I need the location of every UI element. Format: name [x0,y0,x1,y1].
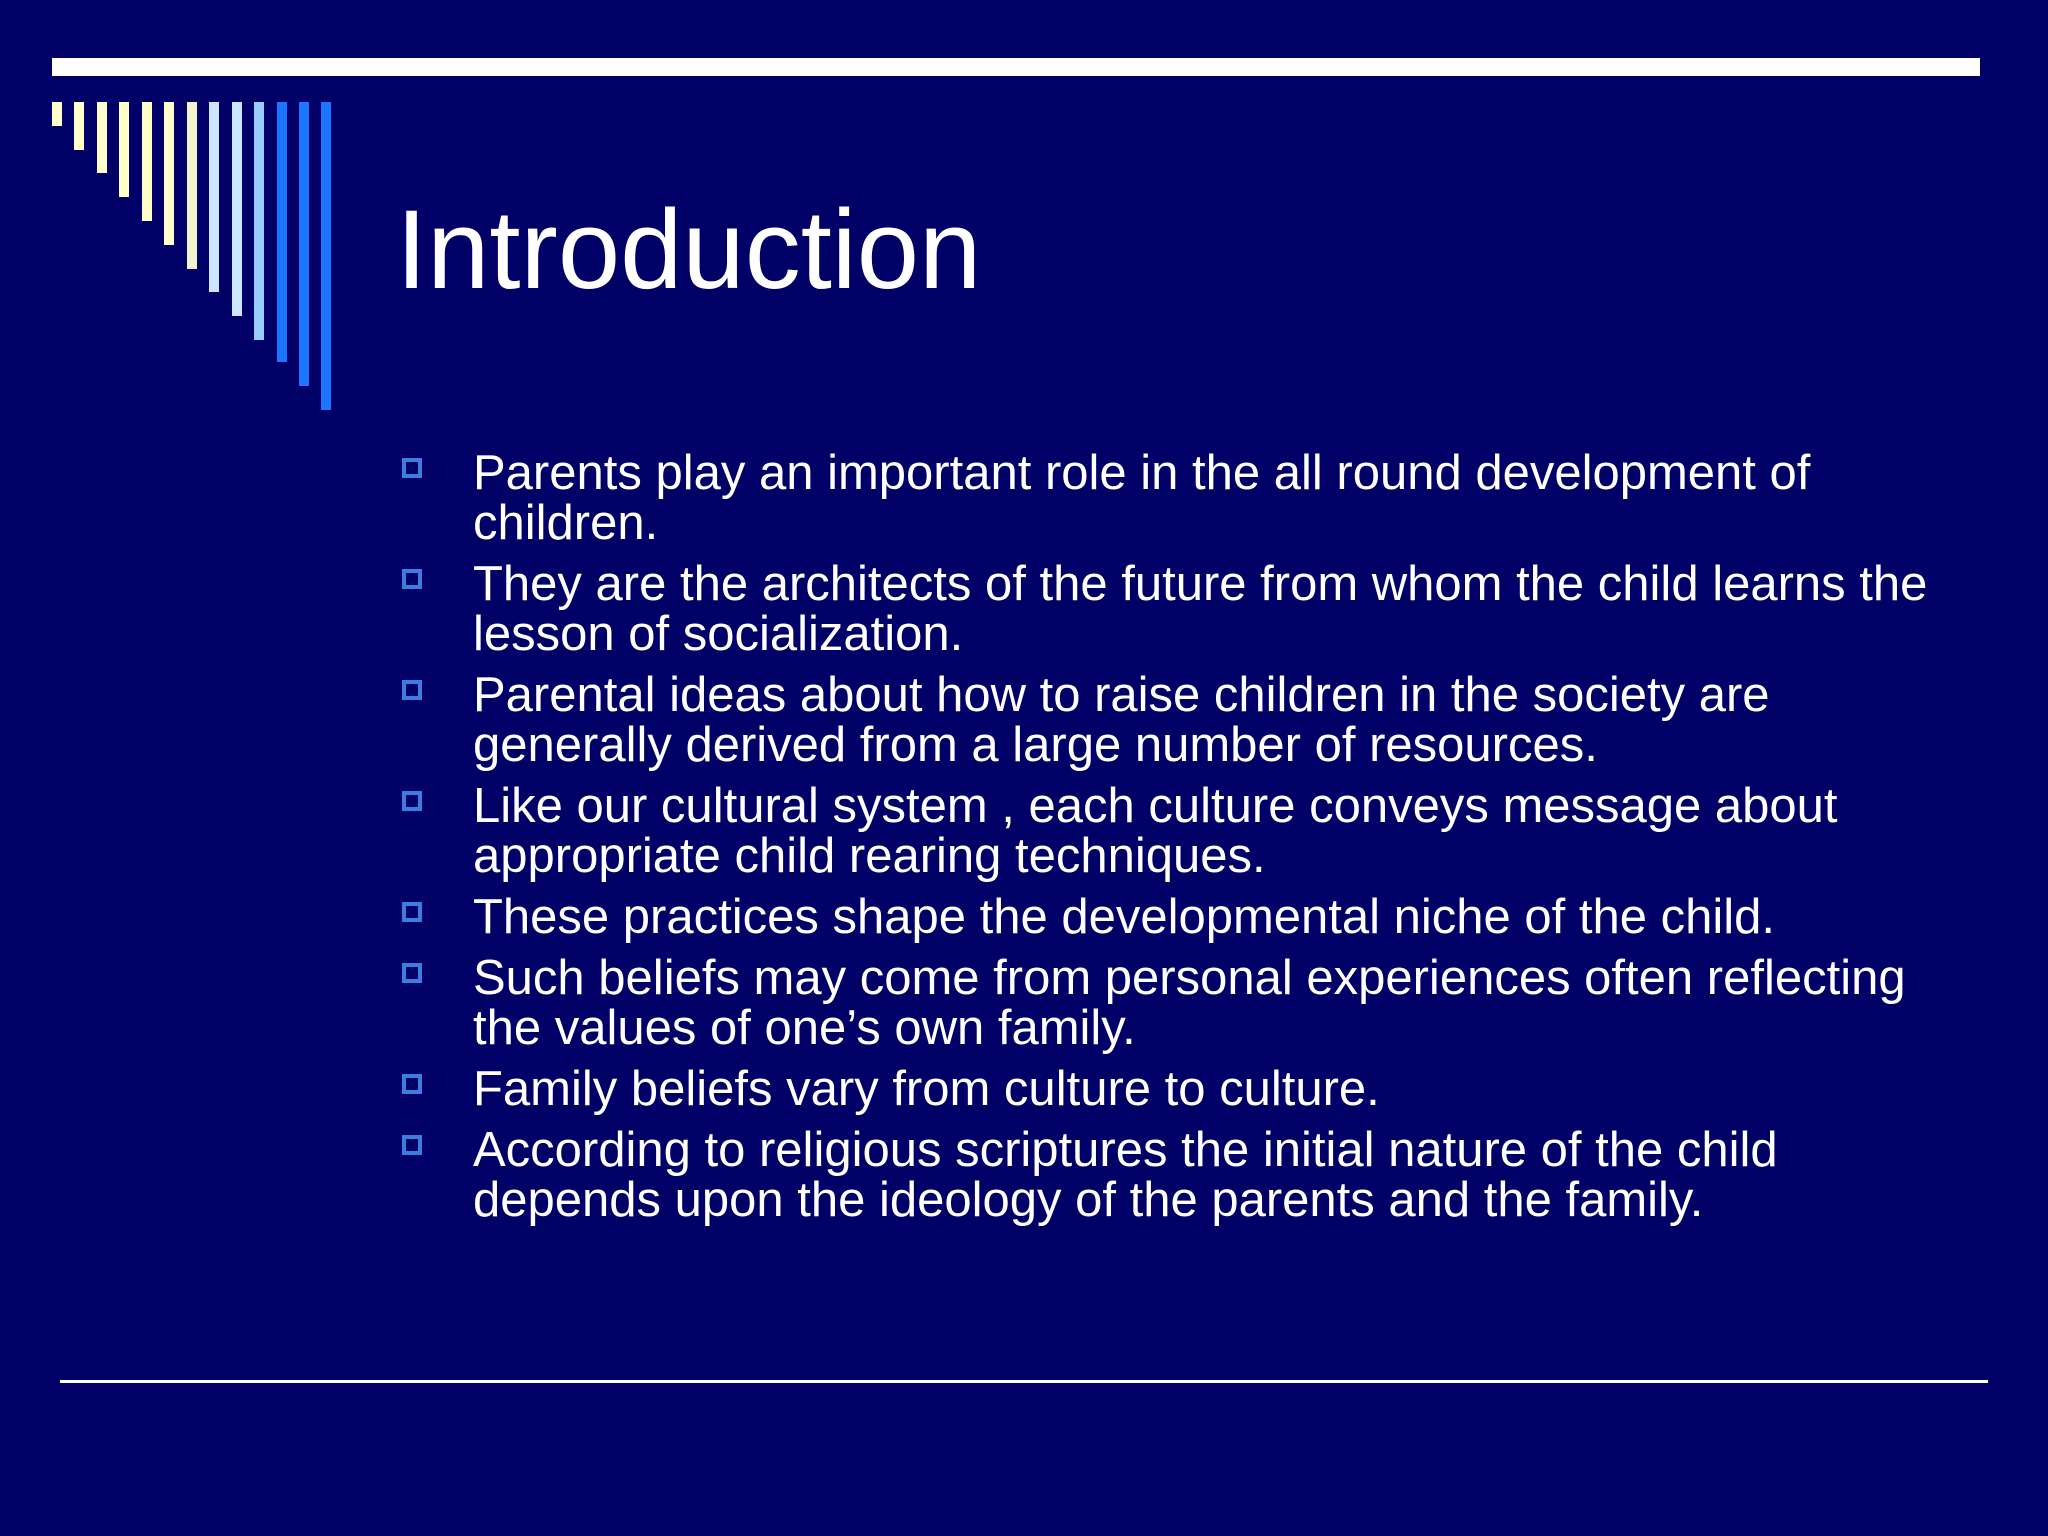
stripe [74,102,84,150]
hollow-square-icon [402,680,422,700]
bullet-item [396,559,1956,659]
decorative-stripes [0,0,340,420]
stripe [277,102,287,362]
top-divider-bar [52,58,1980,76]
stripe [97,102,107,173]
hollow-square-icon [402,902,422,922]
hollow-square-icon [402,963,422,983]
bullet-text: Family beliefs vary from culture to culture. [473,1062,1380,1116]
stripe [52,102,62,126]
bullet-text: Such beliefs may come from personal experiences often reflecting the values of one’s own family. [473,951,1906,1055]
bullet-item [396,448,1956,548]
hollow-square-icon [402,569,422,589]
stripe [187,102,197,269]
bullet-text: These practices shape the developmental niche of the child. [473,890,1776,944]
bullet-list [396,448,1956,1236]
bullet-text: According to religious scriptures the initial nature of the child depends upon the ideology of the parents and the family. [473,1123,1778,1227]
stripe [164,102,174,245]
hollow-square-icon [402,791,422,811]
bullet-item [396,670,1956,770]
stripe [321,102,331,410]
hollow-square-icon [402,1074,422,1094]
stripe [209,102,219,292]
bullet-text: Parental ideas about how to raise children in the society are generally derived from a large number of resources. [473,668,1770,772]
bullet-item [396,953,1956,1053]
stripe [299,102,309,386]
bullet-text: They are the architects of the future from whom the child learns the lesson of socialization. [473,557,1928,661]
slide-title: Introduction [396,187,982,312]
bottom-divider-line [60,1380,1988,1383]
bullet-item [396,1125,1956,1225]
bullet-item [396,781,1956,881]
bullet-item [396,1064,1956,1114]
stripe [254,102,264,340]
bullet-text: Like our cultural system , each culture conveys message about appropriate child rearing techniques. [473,779,1838,883]
stripe [119,102,129,197]
bullet-item [396,892,1956,942]
hollow-square-icon [402,1135,422,1155]
bullet-text: Parents play an important role in the all round development of children. [473,446,1811,550]
stripe [232,102,242,316]
stripe [142,102,152,221]
hollow-square-icon [402,458,422,478]
